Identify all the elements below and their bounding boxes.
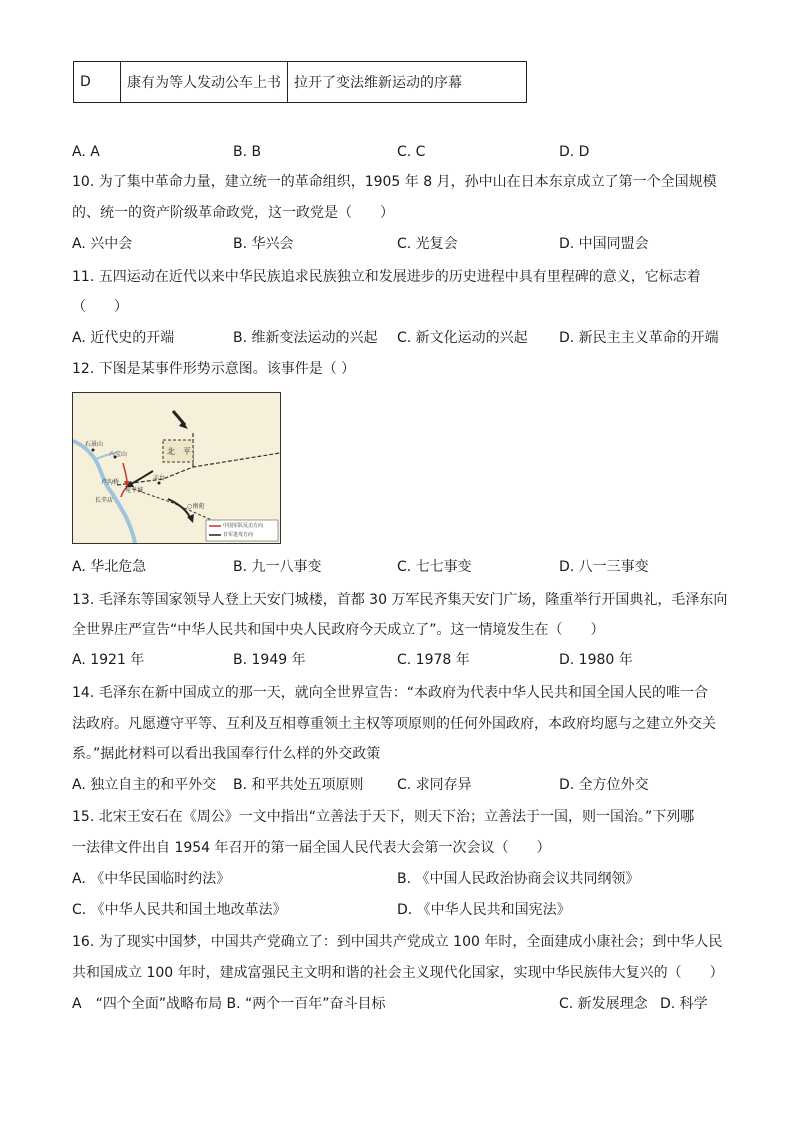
map-legend-japan: 日军进攻方向 (223, 532, 254, 538)
map-label-changxindian: 长辛店 (95, 497, 114, 504)
q16-option-c[interactable]: C. 新发展理念 (559, 996, 648, 1012)
q11-option-c[interactable]: C. 新文化运动的兴起 (397, 330, 528, 346)
q13-option-a[interactable]: A. 1921 年 (72, 652, 145, 668)
q10-stem-line1: 10. 为了集中革命力量，建立统一的革命组织，1905 年 8 月，孙中山在日本东京成立了第一个全国规模 (72, 174, 717, 190)
q10-stem-line2: 的、统一的资产阶级革命政党，这一政党是（ ） (72, 205, 394, 221)
q13-option-b[interactable]: B. 1949 年 (233, 652, 306, 668)
map-label-nanyuan: ○南苑 (187, 503, 205, 510)
q12-option-b[interactable]: B. 九一八事变 (233, 559, 322, 575)
table-row (74, 62, 527, 103)
q9-option-c[interactable]: C. C (397, 144, 426, 160)
table-cell-meaning: 拉开了变法维新运动的序幕 (288, 62, 527, 103)
q13-stem-line2: 全世界庄严宣告“中华人民共和国中央人民政府今天成立了”。这一情境发生在（ ） (72, 622, 605, 638)
q12-option-d[interactable]: D. 八一三事变 (559, 559, 649, 575)
q12-map-figure (72, 392, 281, 544)
q15-stem-line2: 一法律文件出自 1954 年召开的第一届全国人民代表大会第一次会议（ ） (72, 840, 551, 856)
q13-option-c[interactable]: C. 1978 年 (397, 652, 470, 668)
q16-stem-line1: 16. 为了现实中国梦，中国共产党确立了：到中国共产党成立 100 年时，全面建成小康社会；到中华人民 (72, 934, 723, 950)
q9-option-b[interactable]: B. B (233, 144, 262, 160)
map-label-shijingshan: 石景山 (85, 441, 104, 448)
q15-option-b[interactable]: B. 《中国人民政治协商会议共同纲领》 (397, 871, 640, 887)
q10-option-d[interactable]: D. 中国同盟会 (559, 236, 649, 252)
table-cell-option: D (74, 62, 121, 103)
q12-option-c[interactable]: C. 七七事变 (397, 559, 472, 575)
q13-stem-line1: 13. 毛泽东等国家领导人登上天安门城楼，首都 30 万军民齐集天安门广场，隆重举行开国典礼，毛泽东向 (72, 592, 728, 608)
q14-stem-line3: 系。”据此材料可以看出我国奉行什么样的外交政策 (72, 746, 381, 762)
q11-option-b[interactable]: B. 维新变法运动的兴起 (233, 330, 378, 346)
map-label-beiping: 北 平 (167, 447, 191, 456)
q10-option-a[interactable]: A. 兴中会 (72, 236, 133, 252)
map-drawing (73, 393, 280, 543)
q16-option-a-b[interactable]: A “四个全面”战略布局 B. “两个一百年”奋斗目标 (72, 996, 386, 1012)
map-label-babaoshan: 八宝山 (109, 451, 128, 458)
map-legend-china: 中国军队反击方向 (223, 523, 264, 529)
q16-stem-line2: 共和国成立 100 年时，建成富强民主文明和谐的社会主义现代化国家，实现中华民族伟大复兴的（ ） (72, 965, 724, 981)
q14-option-a[interactable]: A. 独立自主的和平外交 (72, 777, 217, 793)
q15-option-a[interactable]: A. 《中华民国临时约法》 (72, 871, 231, 887)
q9-option-d[interactable]: D. D (559, 144, 590, 160)
q13-option-d[interactable]: D. 1980 年 (559, 652, 633, 668)
q16-option-d[interactable]: D. 科学 (660, 996, 708, 1012)
q11-option-d[interactable]: D. 新民主主义革命的开端 (559, 330, 719, 346)
question-9-table (73, 61, 527, 103)
q14-stem-line2: 法政府。凡愿遵守平等、互利及互相尊重领土主权等项原则的任何外国政府，本政府均愿与之建立外交关 (72, 716, 716, 732)
q14-stem-line1: 14. 毛泽东在新中国成立的那一天，就向全世界宣告：“本政府为代表中华人民共和国全国人民的唯一合 (72, 685, 708, 701)
q12-option-a[interactable]: A. 华北危急 (72, 559, 147, 575)
q14-option-c[interactable]: C. 求同存异 (397, 777, 472, 793)
map-label-wanpingcheng: 宛平城 (125, 487, 144, 494)
q11-stem-line1: 11. 五四运动在近代以来中华民族追求民族独立和发展进步的历史进程中具有里程碑的意义，它标志着 (72, 269, 701, 285)
q9-option-a[interactable]: A. A (72, 144, 100, 160)
q15-option-d[interactable]: D. 《中华人民共和国宪法》 (397, 902, 571, 918)
map-label-fengtai: 丰台 (153, 475, 166, 482)
q10-option-b[interactable]: B. 华兴会 (233, 236, 294, 252)
q14-option-d[interactable]: D. 全方位外交 (559, 777, 649, 793)
q11-option-a[interactable]: A. 近代史的开端 (72, 330, 175, 346)
q10-option-c[interactable]: C. 光复会 (397, 236, 458, 252)
table-cell-event: 康有为等人发动公车上书 (121, 62, 288, 103)
q15-option-c[interactable]: C. 《中华人民共和国土地改革法》 (72, 902, 287, 918)
q14-option-b[interactable]: B. 和平共处五项原则 (233, 777, 364, 793)
q11-stem-line2: （ ） (72, 299, 128, 315)
q15-stem-line1: 15. 北宋王安石在《周公》一文中指出“立善法于天下，则天下治；立善法于一国，则一国治。”下列哪 (72, 809, 695, 825)
map-label-lugouqiao: 卢沟桥 (101, 479, 120, 486)
q12-stem-line1: 12. 下图是某事件形势示意图。该事件是（ ） (72, 361, 356, 377)
